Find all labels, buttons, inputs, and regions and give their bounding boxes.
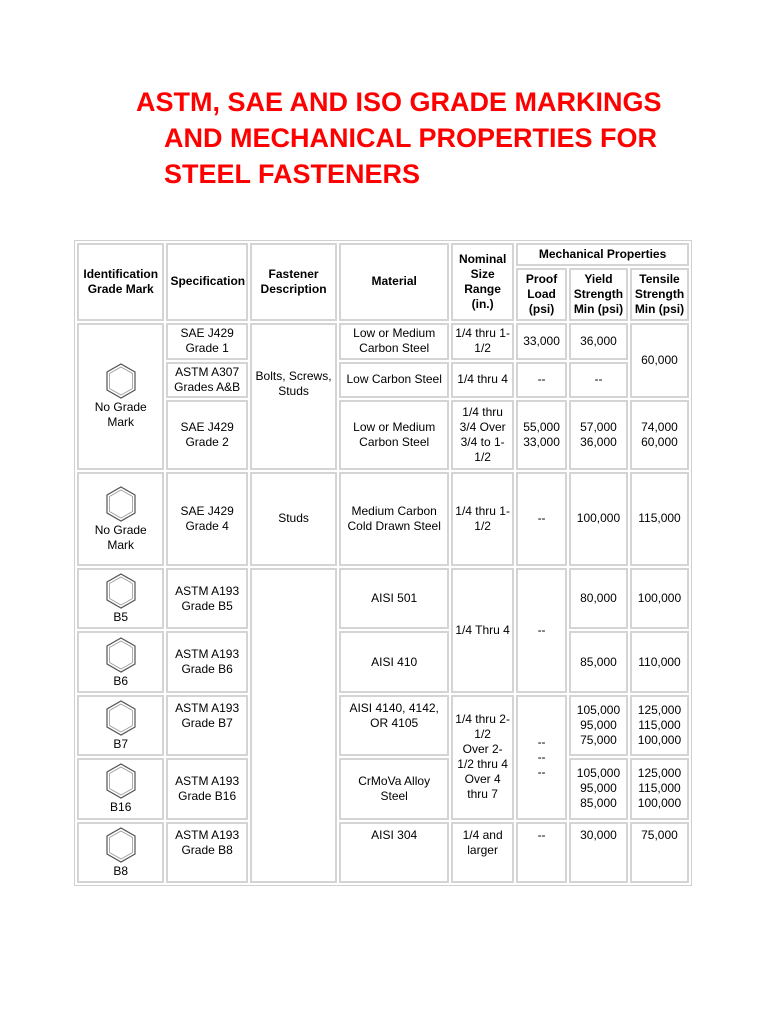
grade-mark-label: B7: [113, 736, 129, 751]
tensile-value: 74,000: [641, 420, 678, 435]
yield-cell: 36,000: [569, 323, 628, 360]
table-row: [77, 400, 689, 470]
hexagon-icon: [104, 572, 138, 610]
nominal-cell: 1/4 thru 1-1/2: [451, 323, 514, 360]
yield-cell: --: [569, 362, 628, 399]
proof-cell: --: [516, 472, 567, 566]
tensile-cell: 60,000: [630, 323, 689, 399]
nominal-value: Over 2-1/2 thru 4: [457, 742, 508, 772]
material-cell: Low or Medium Carbon Steel: [339, 400, 449, 470]
material-cell: Low or Medium Carbon Steel: [339, 323, 449, 360]
nominal-value: 1/4 thru 2-1/2: [455, 712, 510, 742]
grade-mark-cell: [77, 323, 164, 470]
material-cell: Medium Carbon Cold Drawn Steel: [339, 472, 449, 566]
yield-cell: 100,000: [569, 472, 628, 566]
proof-cell: [516, 400, 567, 470]
spec-cell: SAE J429 Grade 4: [166, 472, 247, 566]
grade-mark-label: No Grade Mark: [94, 522, 147, 552]
proof-value: 33,000: [523, 435, 560, 450]
grade-mark-cell: [77, 631, 164, 692]
hexagon-icon: [104, 485, 138, 523]
spec-cell: ASTM A193 Grade B7: [166, 695, 247, 756]
grade-mark-label: B5: [113, 610, 129, 625]
yield-cell: [569, 400, 628, 470]
header-specification: Specification: [166, 243, 247, 321]
fastener-cell: Studs: [250, 472, 337, 566]
page-title: ASTM, SAE AND ISO GRADE MARKINGS AND MECHANICAL PROPERTIES FOR STEEL FASTENERS: [136, 87, 662, 189]
material-cell: AISI 410: [339, 631, 449, 692]
grade-mark-cell: [77, 695, 164, 756]
table-row: [77, 822, 689, 883]
nominal-cell: 1/4 thru 4: [451, 362, 514, 399]
tensile-value: 100,000: [637, 732, 682, 747]
tensile-cell: 75,000: [630, 822, 689, 883]
yield-value: 57,000: [580, 420, 617, 435]
grade-mark-label: B6: [113, 673, 129, 688]
material-cell: Low Carbon Steel: [339, 362, 449, 399]
table-row: [77, 323, 689, 360]
grade-markings-table-container: [74, 240, 692, 886]
nominal-cell: 1/4 thru 3/4 Over 3/4 to 1-1/2: [451, 400, 514, 470]
header-nominal-size: Nominal Size Range (in.): [451, 243, 514, 321]
spec-cell: ASTM A193 Grade B6: [166, 631, 247, 692]
tensile-value: 125,000: [637, 702, 682, 717]
grade-markings-table: [74, 240, 692, 886]
table-row: [77, 568, 689, 629]
nominal-cell: 1/4 Thru 4: [451, 568, 514, 693]
yield-cell: [569, 695, 628, 756]
proof-cell: --: [516, 362, 567, 399]
table-row: [77, 362, 689, 399]
header-mechanical-properties: Mechanical Properties: [516, 243, 689, 266]
tensile-cell: 115,000: [630, 472, 689, 566]
header-material: Material: [339, 243, 449, 321]
yield-cell: 80,000: [569, 568, 628, 629]
material-cell: AISI 501: [339, 568, 449, 629]
spec-cell: ASTM A193 Grade B5: [166, 568, 247, 629]
table-row: [77, 631, 689, 692]
fastener-cell: [250, 568, 337, 883]
header-fastener-description: Fastener Description: [250, 243, 337, 321]
hexagon-icon: [104, 362, 138, 400]
proof-value: --: [537, 734, 546, 749]
tensile-cell: [630, 695, 689, 756]
proof-cell: [516, 695, 567, 820]
material-cell: AISI 304: [339, 822, 449, 883]
table-row: [77, 695, 689, 756]
proof-value: 55,000: [523, 420, 560, 435]
nominal-cell: [451, 695, 514, 820]
proof-value: --: [537, 764, 546, 779]
yield-value: 85,000: [580, 796, 617, 811]
header-tensile-strength: Tensile Strength Min (psi): [630, 268, 689, 321]
proof-value: --: [537, 749, 546, 764]
material-cell: AISI 4140, 4142, OR 4105: [339, 695, 449, 756]
grade-mark-cell: [77, 472, 164, 566]
spec-cell: SAE J429 Grade 2: [166, 400, 247, 470]
tensile-value: 100,000: [637, 796, 682, 811]
yield-value: 75,000: [580, 732, 617, 747]
yield-cell: 85,000: [569, 631, 628, 692]
grade-mark-label: B16: [110, 800, 132, 815]
grade-mark-cell: [77, 822, 164, 883]
spec-cell: ASTM A193 Grade B8: [166, 822, 247, 883]
yield-value: 36,000: [580, 435, 617, 450]
yield-value: 105,000: [576, 766, 621, 781]
proof-cell: 33,000: [516, 323, 567, 360]
yield-value: 105,000: [576, 702, 621, 717]
yield-cell: 30,000: [569, 822, 628, 883]
hexagon-icon: [104, 699, 138, 737]
grade-mark-cell: [77, 568, 164, 629]
header-identification: Identification Grade Mark: [77, 243, 164, 321]
yield-value: 95,000: [580, 717, 617, 732]
hexagon-icon: [104, 636, 138, 674]
table-row: [77, 472, 689, 566]
tensile-cell: 110,000: [630, 631, 689, 692]
spec-cell: SAE J429 Grade 1: [166, 323, 247, 360]
proof-cell: --: [516, 568, 567, 693]
yield-value: 95,000: [580, 781, 617, 796]
spec-cell: ASTM A307 Grades A&B: [166, 362, 247, 399]
header-yield-strength: Yield Strength Min (psi): [569, 268, 628, 321]
table-row: [77, 758, 689, 819]
tensile-value: 115,000: [638, 717, 681, 732]
grade-mark-label: B8: [113, 863, 129, 878]
tensile-cell: [630, 758, 689, 819]
proof-cell: --: [516, 822, 567, 883]
hexagon-icon: [104, 826, 138, 864]
yield-cell: [569, 758, 628, 819]
material-cell: CrMoVa Alloy Steel: [339, 758, 449, 819]
tensile-value: 115,000: [638, 781, 681, 796]
grade-mark-label: No Grade Mark: [94, 400, 147, 430]
fastener-cell: Bolts, Screws, Studs: [250, 323, 337, 470]
tensile-value: 125,000: [637, 766, 682, 781]
grade-mark-cell: [77, 758, 164, 819]
nominal-cell: 1/4 and larger: [451, 822, 514, 883]
tensile-value: 60,000: [641, 435, 678, 450]
tensile-cell: [630, 400, 689, 470]
header-proof-load: Proof Load (psi): [516, 268, 567, 321]
nominal-cell: 1/4 thru 1-1/2: [451, 472, 514, 566]
hexagon-icon: [104, 762, 138, 800]
tensile-cell: 100,000: [630, 568, 689, 629]
spec-cell: ASTM A193 Grade B16: [166, 758, 247, 819]
nominal-value: Over 4 thru 7: [464, 772, 501, 802]
